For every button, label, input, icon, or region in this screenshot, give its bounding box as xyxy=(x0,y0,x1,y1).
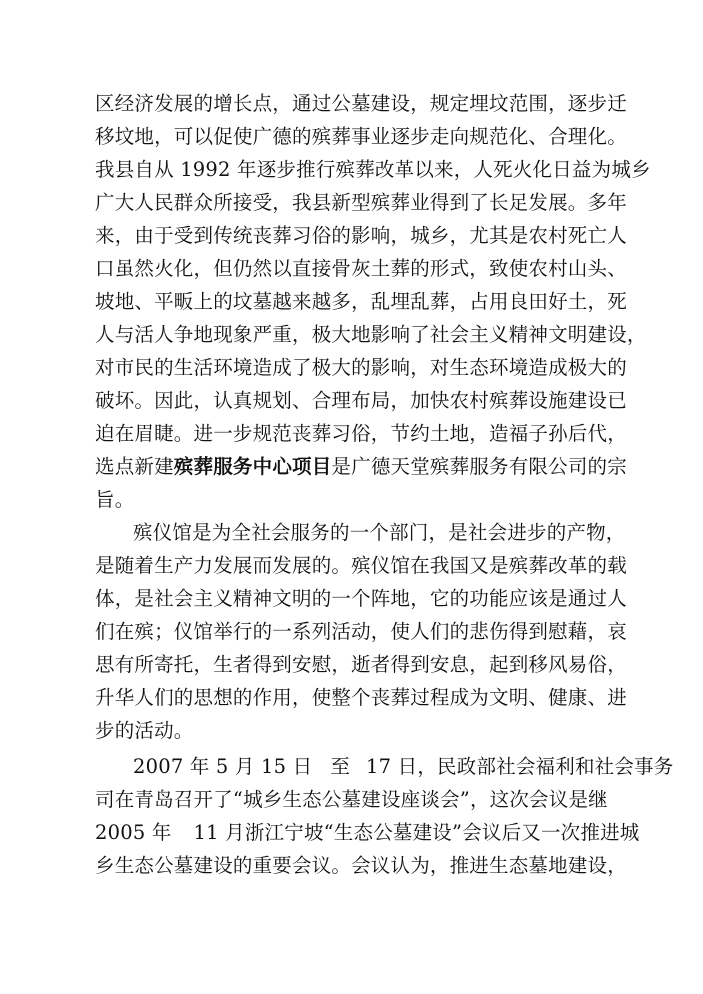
text-segment: 选点新建 xyxy=(95,455,174,478)
text-line: 对市民的生活环境造成了极大的影响，对生态环境造成极大的 xyxy=(95,356,627,379)
text-line: 升华人们的思想的作用，使整个丧葬过程成为文明、健康、进 xyxy=(95,686,627,709)
project-name-emphasis: 殡葬服务中心项目 xyxy=(173,455,332,478)
text-line: 是随着生产力发展而发展的。殡仪馆在我国又是殡葬改革的载 xyxy=(95,554,627,577)
text-line: 口虽然火化，但仍然以直接骨灰土葬的形式，致使农村山头、 xyxy=(95,257,627,280)
text-line: 体，是社会主义精神文明的一个阵地，它的功能应该是通过人 xyxy=(95,587,627,610)
date-text: 2007 年 5 月 15 日 xyxy=(133,755,313,778)
paragraph-first-line xyxy=(133,749,674,785)
text-segment: 是广德天堂殡葬服务有限公司的宗 xyxy=(331,455,627,478)
text-line: 迫在眉睫。进一步规范丧葬习俗，节约土地，造福子孙后代， xyxy=(95,422,627,445)
date-text: 2005 年 xyxy=(95,821,172,844)
text-line: 我县自从 1992 年逐步推行殡葬改革以来，人死火化日益为城乡 xyxy=(95,158,651,181)
text-line: 乡生态公墓建设的重要会议。会议认为，推进生态墓地建设， xyxy=(95,854,627,877)
text-segment: 17 日，民政部社会福利和社会事务 xyxy=(366,755,674,778)
paragraph-first-line: 殡仪馆是为全社会服务的一个部门，是社会进步的产物， xyxy=(133,521,626,544)
text-line: 们在殡；仪馆举行的一系列活动，使人们的悲伤得到慰藉，哀 xyxy=(95,620,627,643)
text-line-with-emphasis xyxy=(95,449,625,485)
text-line: 司在青岛召开了“城乡生态公墓建设座谈会”，这次会议是继 xyxy=(95,788,608,811)
text-line: 来，由于受到传统丧葬习俗的影响，城乡，尤其是农村死亡人 xyxy=(95,224,627,247)
text-line: 移坟地，可以促使广德的殡葬事业逐步走向规范化、合理化。 xyxy=(95,125,627,148)
text-line: 步的活动。 xyxy=(95,719,194,742)
text-segment: 11 月浙江宁坡“生态公墓建设”会议后又一次推进城 xyxy=(193,821,640,844)
text-line: 广大人民群众所接受，我县新型殡葬业得到了长足发展。多年 xyxy=(95,191,627,214)
text-line: 坡地、平畈上的坟墓越来越多，乱埋乱葬，占用良田好土，死 xyxy=(95,290,627,313)
text-line: 旨。 xyxy=(95,488,135,511)
text-line: 区经济发展的增长点，通过公墓建设，规定埋坟范围，逐步迁 xyxy=(95,92,627,115)
text-line xyxy=(95,815,640,851)
text-line: 人与活人争地现象严重，极大地影响了社会主义精神文明建设， xyxy=(95,323,647,346)
text-segment: 至 xyxy=(330,755,351,778)
text-line: 思有所寄托，生者得到安慰，逝者得到安息，起到移风易俗， xyxy=(95,653,627,676)
text-line: 破坏。因此，认真规划、合理布局，加快农村殡葬设施建设已 xyxy=(95,389,627,412)
